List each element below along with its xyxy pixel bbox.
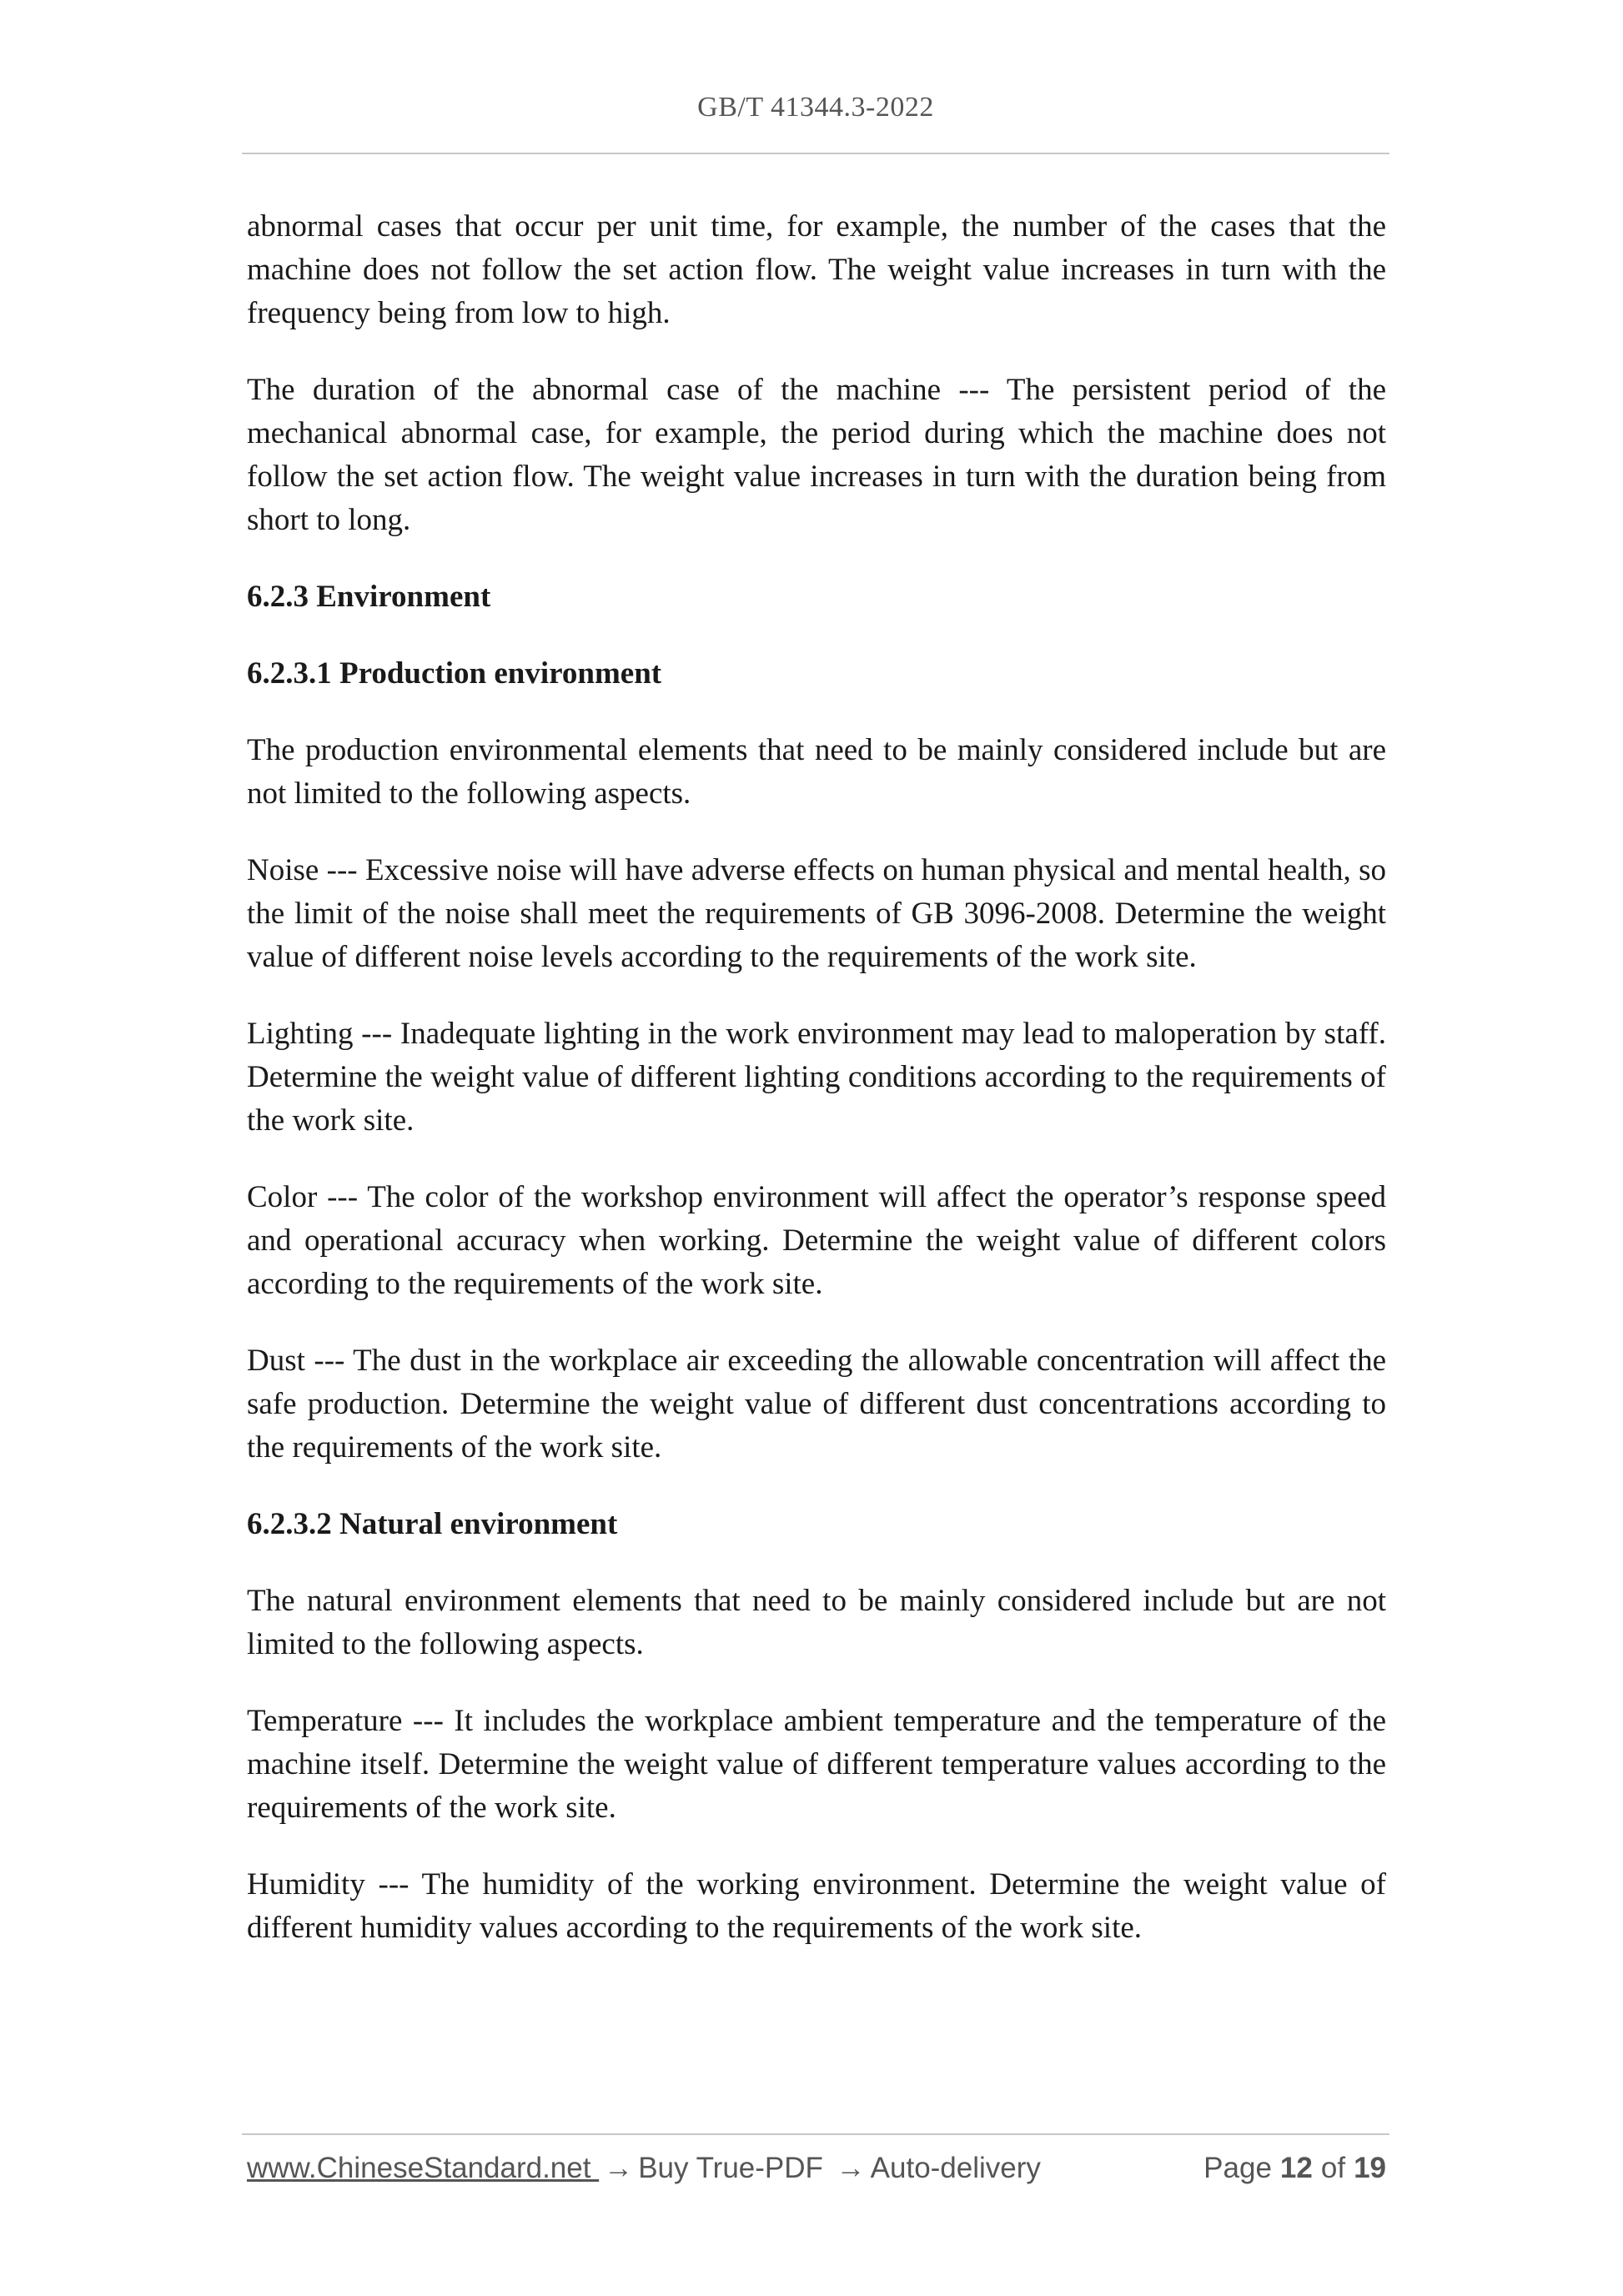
page-indicator bbox=[1203, 2152, 1386, 2185]
website-link[interactable]: www.ChineseStandard.net bbox=[247, 2152, 600, 2184]
header-divider bbox=[242, 153, 1389, 154]
auto-delivery-text: Auto-delivery bbox=[870, 2152, 1041, 2184]
document-header: GB/T 41344.3-2022 bbox=[697, 92, 934, 123]
arrow-right-icon: → bbox=[604, 2152, 634, 2184]
paragraph: The duration of the abnormal case of the machine --- The persistent period of the mechanical abnormal case, for example, the period during which the machine does not follow the set action flow. The weight value increases in turn with the duration being from short to long. bbox=[247, 373, 1386, 537]
subsection-heading: 6.2.3.1 Production environment bbox=[247, 656, 662, 691]
paragraph: The production environmental elements that need to be mainly considered include but are not limited to the following aspects. bbox=[247, 733, 1386, 811]
page-total: 19 bbox=[1354, 2152, 1386, 2184]
buy-pdf-text: Buy True-PDF bbox=[638, 2152, 823, 2184]
footer-divider bbox=[242, 2133, 1389, 2135]
arrow-right-icon: → bbox=[836, 2152, 866, 2184]
subsection-heading: 6.2.3.2 Natural environment bbox=[247, 1507, 618, 1541]
paragraph: Dust --- The dust in the workplace air exceeding the allowable concentration will affect the safe production. Determine the weight value of different dust concentrations according to the requirements of the work site. bbox=[247, 1344, 1386, 1465]
paragraph: Lighting --- Inadequate lighting in the work environment may lead to maloperation by staff. Determine the weight value of different lighting conditions according to the requirements of the work site. bbox=[247, 1017, 1386, 1138]
paragraph: abnormal cases that occur per unit time, for example, the number of the cases that the machine does not follow the set action flow. The weight value increases in turn with the frequency being from low to high. bbox=[247, 209, 1386, 330]
page-footer bbox=[247, 2152, 1386, 2185]
page-label: Page bbox=[1203, 2152, 1272, 2184]
paragraph: Humidity --- The humidity of the working environment. Determine the weight value of different humidity values according to the requirements of the work site. bbox=[247, 1867, 1386, 1945]
paragraph: Color --- The color of the workshop environment will affect the operator’s response speed and operational accuracy when working. Determine the weight value of different colors according to the requirements of the work site. bbox=[247, 1180, 1386, 1301]
footer-promo bbox=[247, 2152, 1041, 2185]
section-heading: 6.2.3 Environment bbox=[247, 580, 491, 614]
paragraph: Noise --- Excessive noise will have adverse effects on human physical and mental health, so the limit of the noise shall meet the requirements of GB 3096-2008. Determine the weight value of different noise levels according to the requirements of the work site. bbox=[247, 853, 1386, 974]
paragraph: Temperature --- It includes the workplace ambient temperature and the temperature of the machine itself. Determine the weight value of different temperature values according to the requirements of the work site. bbox=[247, 1704, 1386, 1825]
of-label: of bbox=[1320, 2152, 1346, 2184]
page-content bbox=[247, 205, 1386, 1983]
page-current: 12 bbox=[1279, 2152, 1313, 2184]
paragraph: The natural environment elements that need to be mainly considered include but are not limited to the following aspects. bbox=[247, 1584, 1386, 1661]
